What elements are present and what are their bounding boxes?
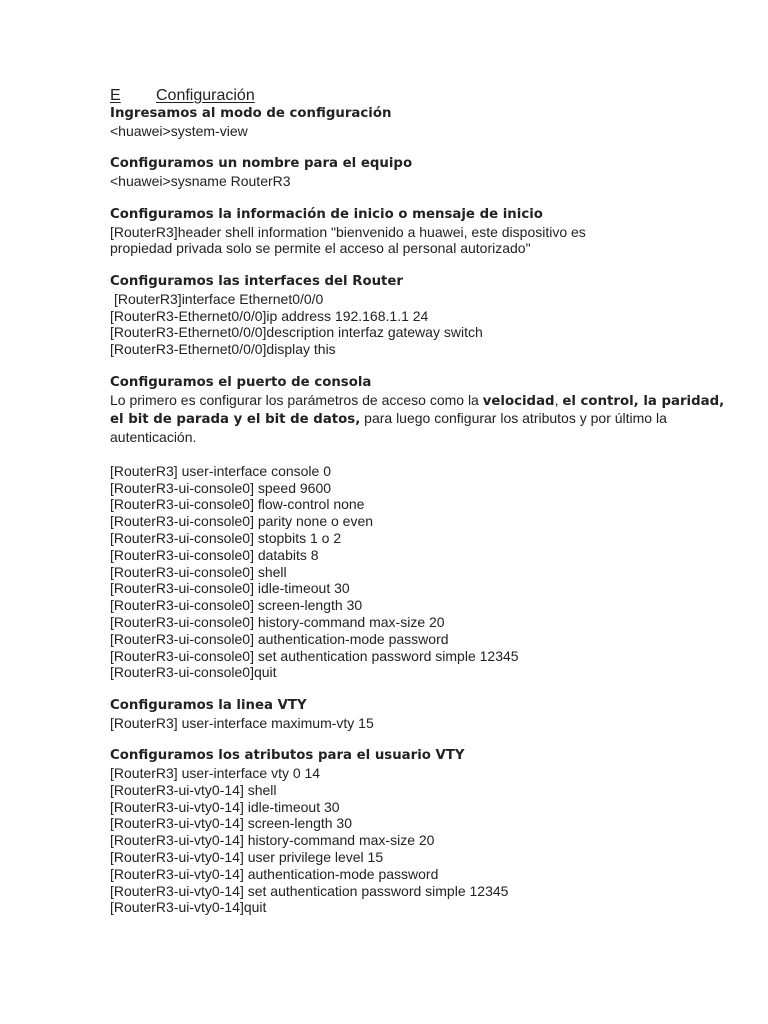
intro-text: , bbox=[554, 391, 563, 408]
intro-text: para luego configurar los atributos y por último la autenticación. bbox=[110, 410, 667, 446]
block-console-commands bbox=[110, 463, 730, 681]
document-page bbox=[110, 86, 730, 933]
command-line: [RouterR3-ui-console0] idle-timeout 30 bbox=[110, 580, 350, 597]
block-config-mode bbox=[110, 106, 730, 140]
command-line: [RouterR3-ui-console0] authentication-mode password bbox=[110, 630, 449, 647]
command-line: [RouterR3]header shell information "bienvenido a huawei, este dispositivo es bbox=[110, 223, 586, 240]
block-heading: Configuramos la linea VTY bbox=[110, 697, 307, 713]
block-heading: Configuramos un nombre para el equipo bbox=[110, 156, 413, 172]
command-line: [RouterR3-ui-console0]quit bbox=[110, 664, 277, 681]
block-heading: Ingresamos al modo de configuración bbox=[110, 106, 392, 121]
command-line: [RouterR3-ui-vty0-14] user privilege level 15 bbox=[110, 849, 384, 866]
command-line: [RouterR3-ui-console0] shell bbox=[110, 563, 287, 580]
block-vty-attributes bbox=[110, 748, 730, 916]
command-line: [RouterR3-ui-vty0-14] screen-length 30 bbox=[110, 815, 353, 832]
command-line: [RouterR3-Ethernet0/0/0]ip address 192.168.1.1 24 bbox=[110, 307, 429, 324]
command-line: [RouterR3-ui-vty0-14]quit bbox=[110, 899, 267, 916]
command-line: [RouterR3-ui-vty0-14] set authentication password simple 12345 bbox=[110, 882, 509, 899]
console-intro-paragraph bbox=[110, 392, 730, 446]
block-heading: Configuramos el puerto de consola bbox=[110, 374, 372, 390]
section-title bbox=[110, 86, 730, 105]
command-line: [RouterR3] user-interface console 0 bbox=[110, 462, 331, 479]
block-heading: Configuramos la información de inicio o mensaje de inicio bbox=[110, 206, 543, 222]
intro-text: Lo primero es configurar los parámetros de acceso como la bbox=[110, 391, 483, 408]
command-line: [RouterR3-ui-console0] stopbits 1 o 2 bbox=[110, 529, 342, 546]
intro-bold: el control, la paridad, el bit de parada y el bit de datos, bbox=[110, 393, 725, 428]
block-heading: Configuramos los atributos para el usuario VTY bbox=[110, 748, 465, 764]
command-line: propiedad privada solo se permite el acceso al personal autorizado" bbox=[110, 240, 531, 257]
block-vty-line bbox=[110, 698, 730, 732]
command-line: [RouterR3-ui-vty0-14] authentication-mode password bbox=[110, 865, 439, 882]
command-line: [RouterR3]interface Ethernet0/0/0 bbox=[114, 290, 324, 307]
command-line: [RouterR3-Ethernet0/0/0]display this bbox=[110, 341, 336, 358]
command-line: [RouterR3-ui-console0] history-command max-size 20 bbox=[110, 613, 445, 630]
block-interfaces bbox=[110, 274, 730, 358]
section-letter: E bbox=[110, 87, 121, 104]
command-line: [RouterR3-ui-console0] flow-control none bbox=[110, 496, 365, 513]
command-line: <huawei>system-view bbox=[110, 122, 248, 139]
block-hostname bbox=[110, 156, 730, 190]
command-line: [RouterR3-ui-console0] screen-length 30 bbox=[110, 597, 363, 614]
command-line: <huawei>sysname RouterR3 bbox=[110, 173, 291, 190]
command-line: [RouterR3] user-interface maximum-vty 15 bbox=[110, 714, 374, 731]
command-line: [RouterR3-ui-console0] speed 9600 bbox=[110, 479, 332, 496]
command-line: [RouterR3-ui-console0] parity none o even bbox=[110, 513, 374, 530]
command-line: [RouterR3-ui-vty0-14] shell bbox=[110, 781, 277, 798]
block-banner bbox=[110, 207, 730, 257]
command-line: [RouterR3-ui-vty0-14] idle-timeout 30 bbox=[110, 798, 340, 815]
block-console bbox=[110, 375, 730, 446]
intro-bold: velocidad bbox=[482, 393, 555, 409]
command-line: [RouterR3-ui-vty0-14] history-command max-size 20 bbox=[110, 832, 435, 849]
command-line: [RouterR3] user-interface vty 0 14 bbox=[110, 765, 321, 782]
block-heading: Configuramos las interfaces del Router bbox=[110, 273, 403, 289]
section-title-text: Configuración bbox=[156, 87, 255, 104]
command-line: [RouterR3-Ethernet0/0/0]description interfaz gateway switch bbox=[110, 324, 483, 341]
command-line: [RouterR3-ui-console0] set authentication password simple 12345 bbox=[110, 647, 519, 664]
command-line: [RouterR3-ui-console0] databits 8 bbox=[110, 546, 319, 563]
